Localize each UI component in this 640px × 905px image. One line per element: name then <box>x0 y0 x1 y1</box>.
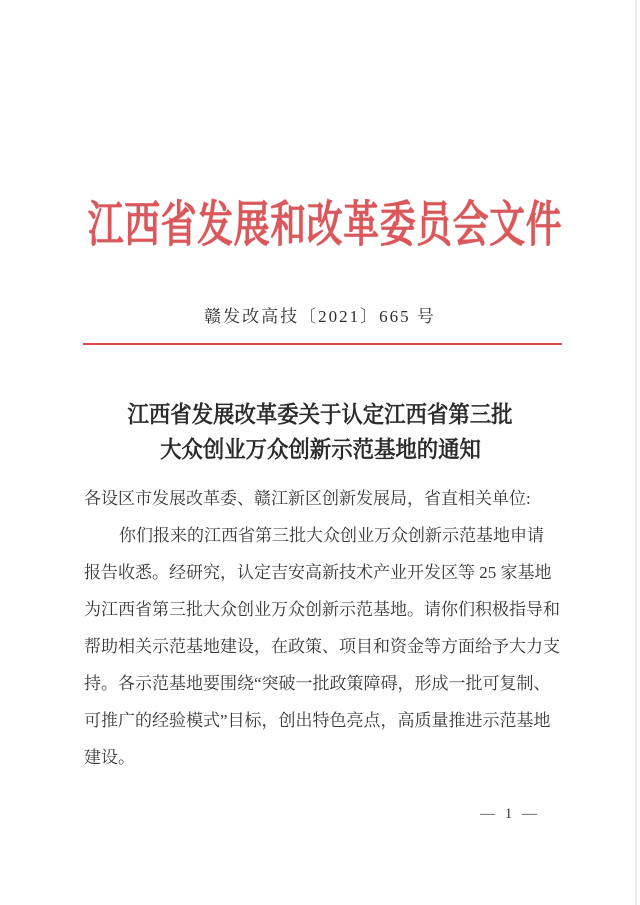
doc-title-line-1: 江西省发展改革委关于认定江西省第三批 <box>127 402 513 427</box>
body-line: 为江西省第三批大众创业万众创新示范基地。请你们积极指导和 <box>84 600 560 619</box>
body-line: 持。各示范基地要围绕“突破一批政策障碍，形成一批可复制、 <box>84 674 551 693</box>
page-number: — 1 — <box>480 806 540 822</box>
doc-title <box>0 397 640 467</box>
body-line: 报告收悉。经研究，认定吉安高新技术产业开发区等 25 家基地 <box>84 563 552 582</box>
body-line: 可推广的经验模式”目标，创出特色亮点，高质量推进示范基地 <box>84 711 551 730</box>
body-text <box>84 480 564 776</box>
salutation-line: 各设区市发展改革委、赣江新区创新发展局，省直相关单位: <box>84 489 531 508</box>
body-line: 帮助相关示范基地建设，在政策、项目和资金等方面给予大力支 <box>84 637 560 656</box>
body-line: 你们报来的江西省第三批大众创业万众创新示范基地申请 <box>119 526 544 545</box>
red-divider-line <box>83 343 562 345</box>
body-line: 建设。 <box>84 748 135 767</box>
letterhead-title-text: 江西省发展和改革委员会文件 <box>87 197 563 252</box>
doc-title-line-2: 大众创业万众创新示范基地的通知 <box>159 437 481 462</box>
letterhead-title <box>0 199 640 251</box>
doc-number: 赣发改高技〔2021〕665 号 <box>204 307 436 326</box>
